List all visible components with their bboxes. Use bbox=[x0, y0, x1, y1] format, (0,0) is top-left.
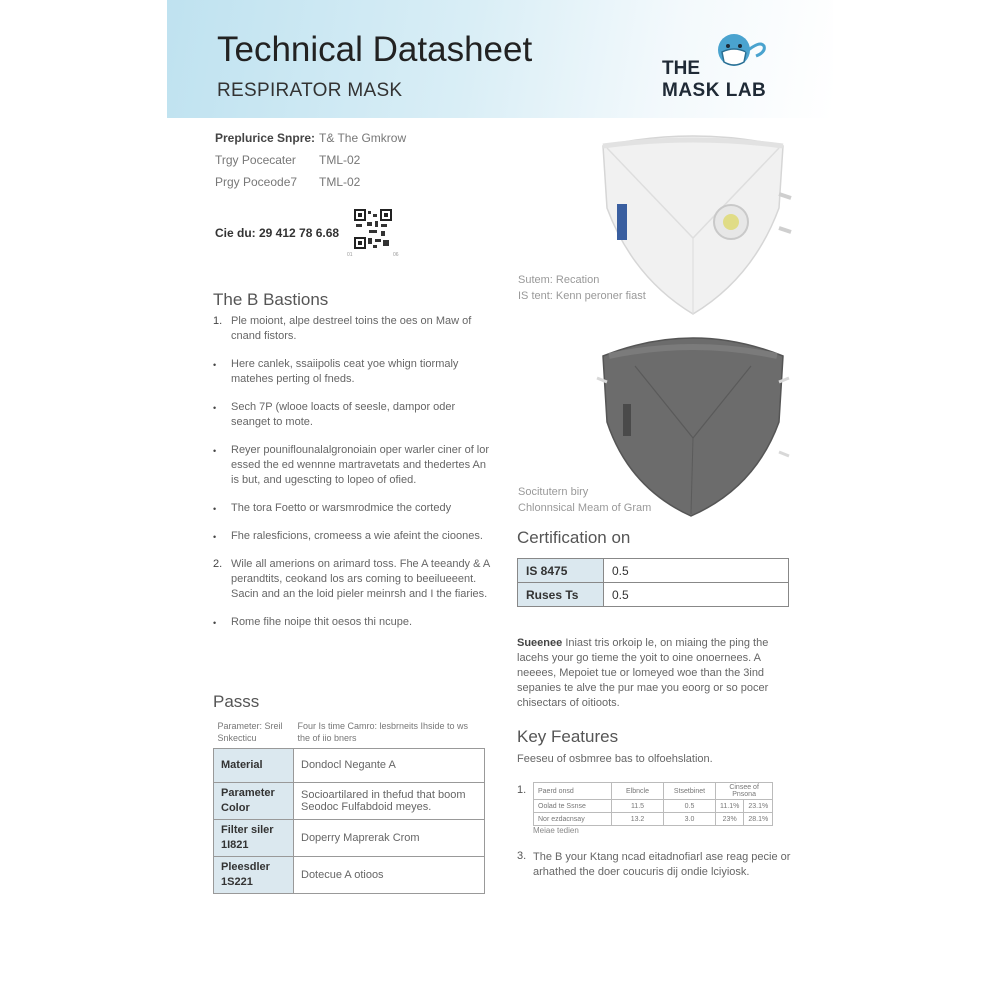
table-note: Meiae tedien bbox=[533, 826, 579, 835]
table-cell: 11.5 bbox=[612, 800, 664, 813]
list-marker: • bbox=[213, 403, 217, 413]
feature-text: The B your Ktang ncad eitadnofiarl ase reag pecie or arhathed the doer coucuris dij ondie lciyiosk. bbox=[533, 851, 791, 878]
feature-marker: 1. bbox=[517, 784, 527, 796]
table-header-cell: Cinsee of Pnsona bbox=[716, 783, 773, 800]
table-cell: 13.2 bbox=[612, 813, 664, 826]
list-item bbox=[213, 314, 493, 344]
list-item bbox=[213, 501, 493, 516]
info-key: Trgy Pocecater bbox=[215, 153, 296, 167]
grey-mask-caption bbox=[518, 484, 651, 516]
list-item bbox=[213, 443, 493, 488]
list-text: Here canlek, ssaiipolis ceat yoe whign tiormaly matehes perting ol fneds. bbox=[231, 358, 459, 385]
key-features-heading: Key Features bbox=[517, 727, 619, 746]
list-item bbox=[213, 615, 493, 630]
face-mask-icon bbox=[708, 32, 770, 78]
table-row bbox=[214, 856, 485, 893]
key-features-table bbox=[533, 782, 773, 826]
table-row bbox=[214, 782, 485, 819]
list-text: Reyer pouniflounalalgronoiain oper warler ciner of lor essed the ed wennne martravetats and thedertes An is but, and ugescting to lopeo of ofied. bbox=[231, 444, 490, 486]
qr-caption-left: 01 bbox=[347, 252, 353, 258]
param-label: Material bbox=[214, 748, 294, 782]
table-cell: Oolad te Ssnse bbox=[534, 800, 612, 813]
table-cell: 23.1% bbox=[744, 800, 773, 813]
cert-label: IS 8475 bbox=[518, 559, 604, 583]
list-item bbox=[213, 529, 493, 544]
list-marker: • bbox=[213, 504, 217, 514]
table-cell: Nor ezdacnsay bbox=[534, 813, 612, 826]
product-code: Cie du: 29 412 78 6.68 bbox=[215, 226, 340, 240]
info-row-1 bbox=[215, 131, 406, 145]
parameters-table bbox=[213, 716, 485, 894]
list-marker: • bbox=[213, 532, 217, 542]
key-features-intro: Feeseu of osbmree bas to olfoehslation. bbox=[517, 753, 713, 765]
list-text: Ple moiont, alpe destreel toins the oes on Maw of cnand fistors. bbox=[231, 315, 472, 342]
table-header-row bbox=[534, 783, 773, 800]
list-text: Rome fihe noipe thit oesos thi ncupe. bbox=[231, 616, 413, 628]
header-banner bbox=[167, 0, 833, 118]
table-row bbox=[518, 559, 789, 583]
list-item bbox=[213, 357, 493, 387]
page-subtitle: RESPIRATOR MASK bbox=[217, 80, 403, 101]
table-cell: 0.5 bbox=[664, 800, 716, 813]
info-key: Preplurice Snpre: bbox=[215, 131, 316, 145]
params-heading: Passs bbox=[213, 692, 260, 711]
param-label: Filter siler 1I821 bbox=[214, 819, 294, 856]
list-marker: • bbox=[213, 446, 217, 456]
table-cell: 3.0 bbox=[664, 813, 716, 826]
table-row bbox=[534, 800, 773, 813]
page-title: Technical Datasheet bbox=[217, 30, 533, 69]
info-value: TML-02 bbox=[319, 153, 361, 167]
table-header-cell: Stsetbinet bbox=[664, 783, 716, 800]
table-cell: 28.1% bbox=[744, 813, 773, 826]
caption-line: Sutem: Recation bbox=[518, 274, 600, 286]
table-header-cell: Paerd onsd bbox=[534, 783, 612, 800]
param-label: Pleesdler 1S221 bbox=[214, 856, 294, 893]
info-row-3 bbox=[215, 175, 360, 189]
list-text: Wile all amerions on arimard toss. Fhe A teeandy & A perandtits, ceokand los ars coming to beeilueeent. Sacin and an the loid pieler meinrsh and I the fiaries. bbox=[231, 558, 490, 600]
param-value: Doperry Maprerak Crom bbox=[294, 819, 485, 856]
datasheet-page bbox=[167, 0, 833, 1000]
table-row bbox=[534, 813, 773, 826]
bastions-heading: The B Bastions bbox=[213, 290, 329, 309]
list-item bbox=[213, 400, 493, 430]
table-row bbox=[518, 583, 789, 607]
param-value: Socioartilared in thefud that boom Seodoc Fulfabdoid meyes. bbox=[294, 782, 485, 819]
description-paragraph bbox=[517, 636, 802, 711]
list-marker: • bbox=[213, 360, 217, 370]
caption-line: Chlonnsical Meam of Gram bbox=[518, 502, 652, 514]
table-header-row bbox=[214, 716, 485, 748]
cert-label: Ruses Ts bbox=[518, 583, 604, 607]
info-key: Prgy Poceode7 bbox=[215, 175, 298, 189]
list-text: Sech 7P (wlooe loacts of seesle, dampor oder seanget to mote. bbox=[231, 401, 456, 428]
certification-table bbox=[517, 558, 789, 607]
caption-line: Socitutern biry bbox=[518, 486, 589, 498]
caption-line: IS tent: Kenn peroner fiast bbox=[518, 290, 646, 302]
list-marker: • bbox=[213, 618, 217, 628]
param-label: Parameter Color bbox=[214, 782, 294, 819]
list-text: The tora Foetto or warsmrodmice the cortedy bbox=[231, 502, 452, 514]
table-row bbox=[214, 819, 485, 856]
white-mask-caption bbox=[518, 272, 646, 304]
list-item bbox=[213, 557, 493, 602]
table-row bbox=[214, 748, 485, 782]
list-marker: 2. bbox=[213, 558, 223, 570]
cert-value: 0.5 bbox=[604, 559, 789, 583]
brand-name-line2: MASK LAB bbox=[662, 80, 767, 101]
info-row-2 bbox=[215, 153, 360, 167]
qr-caption-right: 06 bbox=[393, 252, 399, 258]
info-value: T& The Gmkrow bbox=[319, 131, 407, 145]
brand-name-line1: THE bbox=[662, 58, 700, 79]
table-header-cell: Four Is time Camro: lesbrneits Ihside to ws the of iio bners bbox=[294, 716, 485, 748]
bastions-list bbox=[213, 314, 493, 643]
table-header-cell: Parameter: Sreil Snkecticu bbox=[214, 716, 294, 748]
paragraph-text: Iniast tris orkoip le, on miaing the ping the lacehs your go tieme the yoit to oine onoernees. A neeees, Mepoiet tue or lomeyed woe than the 3ind sepanies te alve the pur mae you eoorg or so pocer chisectars of oitioots. bbox=[517, 637, 769, 709]
param-value: Dotecue A otioos bbox=[294, 856, 485, 893]
paragraph-lead: Sueenee bbox=[517, 637, 563, 649]
certification-heading: Certification on bbox=[517, 528, 631, 547]
info-value: TML-02 bbox=[319, 175, 361, 189]
list-text: Fhe ralesficions, cromeess a wie afeint the cioones. bbox=[231, 530, 483, 542]
feature-marker: 3. bbox=[517, 850, 527, 862]
param-value: Dondocl Negante A bbox=[294, 748, 485, 782]
brand-logo bbox=[662, 32, 802, 104]
table-header-cell: Elbncle bbox=[612, 783, 664, 800]
table-cell: 23% bbox=[716, 813, 744, 826]
list-marker: 1. bbox=[213, 315, 223, 327]
table-cell: 11.1% bbox=[716, 800, 744, 813]
cert-value: 0.5 bbox=[604, 583, 789, 607]
qr-code-icon bbox=[353, 208, 393, 250]
